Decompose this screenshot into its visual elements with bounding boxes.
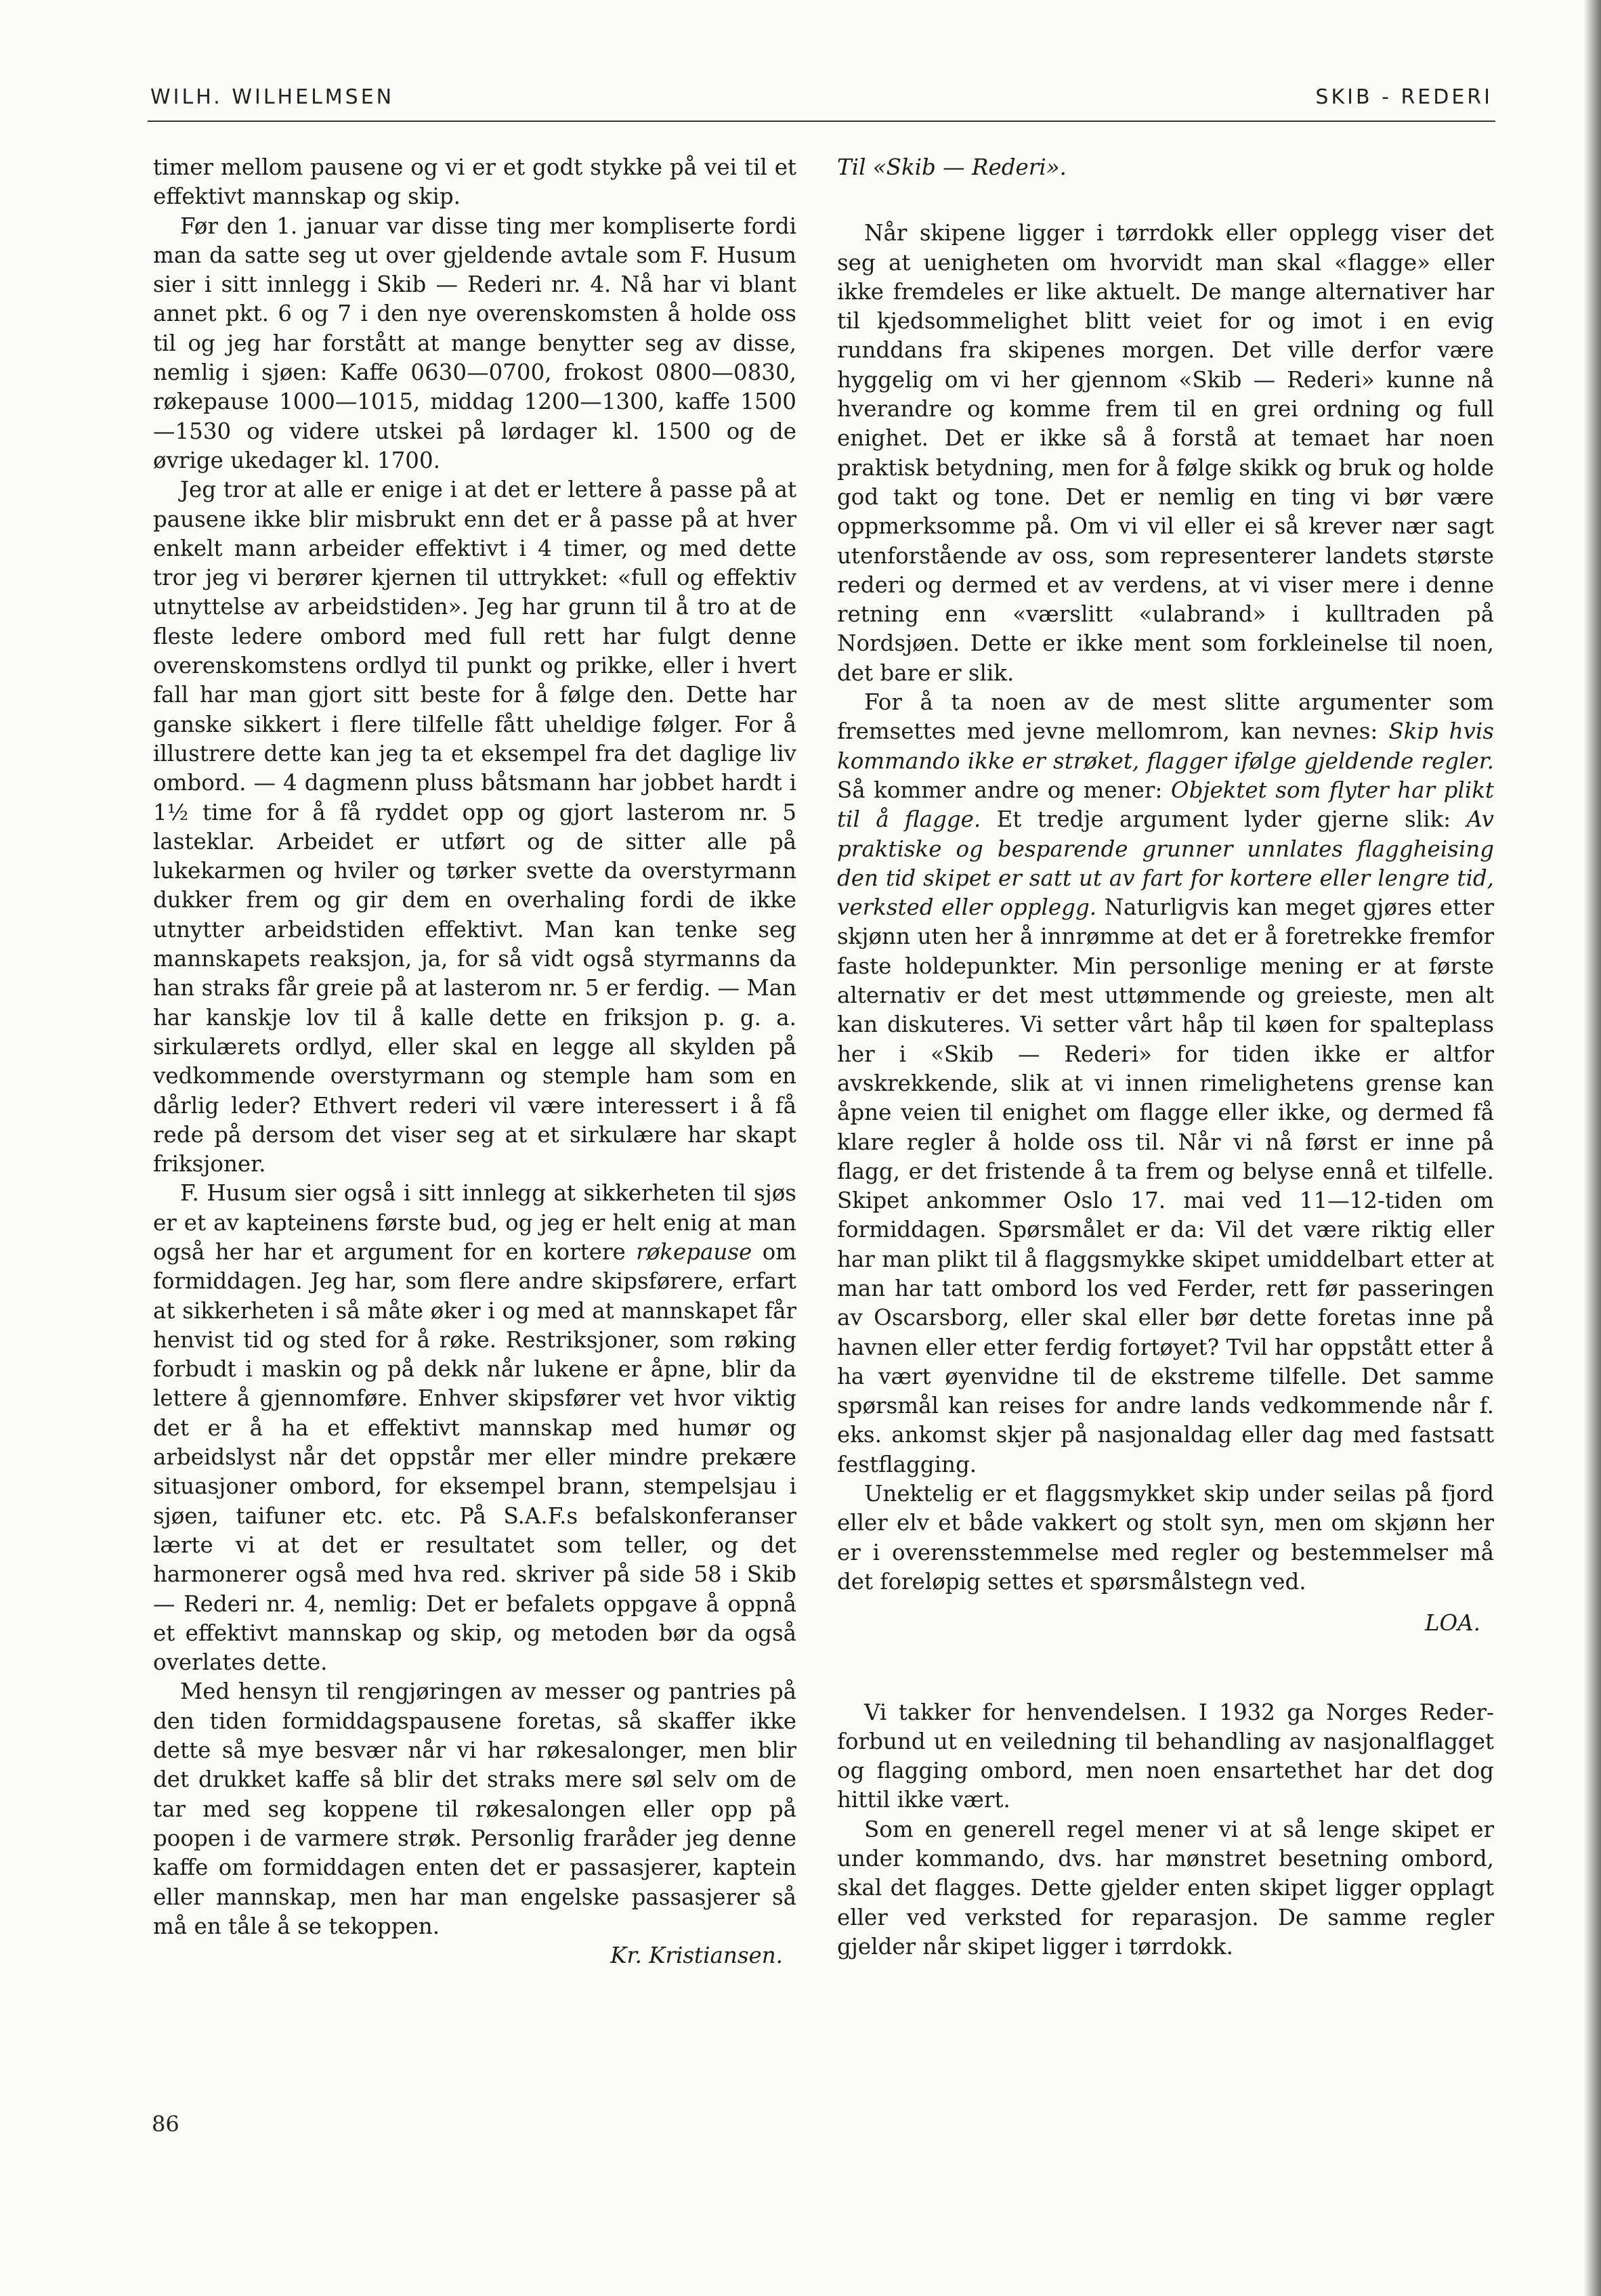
editor-reply-paragraph-2: Som en generell regel mener vi at så lenge skipet er under kommando, dvs. har mønstret besetning ombord, skal det flagges. Dette gjelder enten skipet ligger opplagt eller ved verksted for reparasjon. De samme regler gjelder når skipet ligger i tørrdokk. xyxy=(837,1816,1494,1959)
right-paragraph-2-part-c: Et tredje argument lyder gjerne slik: xyxy=(981,806,1467,833)
right-paragraph-3: Unektelig er et flaggsmykket skip under seilas på fjord eller elv et både vakkert og stolt syn, men om skjønn her er i overensstemmelse med regler og bestemmelser må det foreløpig settes et spørsmålstegn ved. xyxy=(837,1481,1494,1595)
left-paragraph-5: Med hensyn til rengjøringen av messer og pantries på den tiden formiddagspausene foretas, så skaffer ikke dette så mye besvær når vi har røkesalonger, men blir det drukket kaffe så blir det straks mere søl selv om de tar med seg koppene til røkesalongen eller opp på poopen i de varmere strøk. Personlig fraråder jeg denne kaffe om formiddagen enten det er passasjerer, kaptein eller mannskap, men har man engelske passasjerer så må en tåle å se tekoppen. xyxy=(153,1678,796,1939)
left-paragraph-4-part-a: F. Husum sier også i sitt innlegg at sikkerheten til sjøs er et av kapteinens første bud, og jeg er helt enig at man også her har et argument for en kortere xyxy=(153,1180,796,1265)
page-number: 86 xyxy=(152,2111,179,2137)
right-paragraph-2-italic-3: Av praktiske og besparende grunner unnlates flaggheising den tid skipet er satt ut av fart for kortere eller lengre tid, verksted eller opplegg. xyxy=(837,806,1494,921)
left-paragraph-2: Før den 1. januar var disse ting mer kompliserte fordi man da satte seg ut over gjeldende avtale som F. Husum sier i sitt innlegg i Skib — Rederi nr. 4. Nå har vi blant annet pkt. 6 og 7 i den nye overenskomsten å holde oss til og jeg har forstått at mange benytter seg av disse, nemlig i sjøen: Kaffe 0630—0700, frokost 0800—0830, røkepause 1000—1015, middag 1200—1300, kaffe 1500—1530 og videre utskei på lørdager kl. 1500 og de øvrige ukedager kl. 1700. xyxy=(153,213,796,473)
right-paragraph-2 xyxy=(837,688,1494,1479)
right-paragraph-2-part-b: Så kommer andre og mener: xyxy=(837,777,1171,803)
running-header-left: WILH. WILHELMSEN xyxy=(150,85,395,109)
running-header-right: SKIB - REDERI xyxy=(1315,85,1493,109)
right-paragraph-2-italic-2: Objektet som flyter har plikt til å flagge. xyxy=(837,777,1494,833)
letter-salutation: Til «Skib — Rederi». xyxy=(837,154,1067,180)
right-paragraph-2-part-a: For å ta noen av de mest slitte argumenter som fremsettes med jevne mellomrom, kan nevnes: xyxy=(837,689,1494,745)
left-signature: Kr. Kristiansen. xyxy=(610,1943,783,1969)
left-paragraph-4 xyxy=(153,1179,796,1677)
header-rule xyxy=(148,121,1495,122)
editor-reply-paragraph-1: Vi takker for henvendelsen. I 1932 ga Norges Rederforbund ut en veiledning til behandling av nasjonalflagget og flagging ombord, men noen ensartethet har det dog hittil ikke vært. xyxy=(837,1699,1494,1813)
right-paragraph-2-part-d: Naturligvis kan meget gjøres etter skjønn uten her å innrømme at det er å foretrekke fremfor faste holdepunkter. Min personlige mening er at første alternativ er det mest uttømmende og greieste, men alt kan diskuteres. Vi setter vårt håp til køen for spalteplass her i «Skib — Rederi» for tiden ikke er altfor avskrekkende, slik at vi innen rimelighetens grense kan åpne veien til enighet om flagge eller ikke, og dermed få klare regler å holde oss til. Når vi nå først er inne på flagg, er det fristende å ta frem og belyse ennå et tilfelle. Skipet ankommer Oslo 17. mai ved 11—12-tiden om formiddagen. Spørsmålet er da: Vil det være riktig eller har man plikt til å flaggsmykke skipet umiddelbart etter at man har tatt ombord los ved Ferder, rett før passeringen av Oscarsborg, eller skal eller bør dette foretas inne på havnen eller etter ferdig fortøyet? Tvil har oppstått etter å ha vært øyenvidne til de ekstreme tilfelle. Det samme spørsmål kan reises for andre lands vedkommende når f. eks. ankomst skjer på nasjonaldag eller dag med fastsatt festflagging. xyxy=(837,894,1494,1477)
right-column xyxy=(837,153,1494,1962)
right-paragraph-2-italic-1: Skip hvis kommando ikke er strøket, flagger ifølge gjeldende regler. xyxy=(837,718,1494,774)
right-paragraph-1: Når skipene ligger i tørrdokk eller opplegg viser det seg at uenigheten om hvorvidt man skal «flagge» eller ikke fremdeles er like aktuelt. De mange alternativer har til kjedsommelighet blitt veiet for og imot i en evig runddans fra skipenes morgen. Det ville derfor være hyggelig om vi her gjennom «Skib — Rederi» kunne nå hverandre og komme frem til en grei ordning og full enighet. Det er ikke så å forstå at temaet har noen praktisk betydning, men for å følge skikk og bruk og holde god takt og tone. Det er nemlig en ting vi bør være oppmerksomme på. Om vi vil eller ei så krever nær sagt utenforstående av oss, som representerer landets største rederi og dermed et av verdens, at vi viser mere i denne retning enn «værslitt «ulabrand» i kulltraden på Nordsjøen. Dette er ikke ment som forkleinelse til noen, det bare er slik. xyxy=(837,220,1494,686)
left-paragraph-1: timer mellom pausene og vi er et godt stykke på vei til et effektivt mannskap og skip. xyxy=(153,154,796,210)
left-column xyxy=(153,153,796,1970)
right-signature: LOA. xyxy=(1424,1610,1480,1637)
left-paragraph-4-italic: røkepause xyxy=(636,1238,752,1265)
left-paragraph-3: Jeg tror at alle er enige i at det er lettere å passe på at pausene ikke blir misbrukt enn det er å passe på at hver enkelt mann arbeider effektivt i 4 timer, og med dette tror jeg vi berører kjernen til uttrykket: «full og effektiv utnyttelse av arbeidstiden». Jeg har grunn til å tro at de fleste ledere ombord med full rett har fulgt denne overenskomstens ordlyd til punkt og prikke, eller i hvert fall har man gjort sitt beste for å følge den. Dette har ganske sikkert i flere tilfelle fått uheldige følger. For å illustrere dette kan jeg ta et eksempel fra det daglige liv ombord. — 4 dagmenn pluss båtsmann har jobbet hardt i 1½ time for å få ryddet opp og gjort lasterom nr. 5 lasteklar. Arbeidet er utført og de sitter alle på lukekarmen og hviler og tørker svette da overstyrmann dukker frem og gir dem en overhaling fordi de ikke utnytter arbeidstiden effektivt. Man kan tenke seg mannskapets reaksjon, ja, for så vidt også styrmanns da han straks får greie på at lasterom nr. 5 er ferdig. — Man har kanskje lov til å kalle dette en friksjon p. g. a. sirkulærets ordlyd, eller skal en legge all skylden på vedkommende overstyrmann og stemple ham som en dårlig leder? Ethvert rederi vil være interessert i å få rede på dersom det viser seg at et sirkulære har skapt friksjoner. xyxy=(153,477,796,1177)
reply-spacer xyxy=(837,1639,1494,1698)
left-paragraph-4-part-b: om formiddagen. Jeg har, som flere andre skipsførere, erfart at sikkerheten i så måte øker i og med at mannskapet får henvist tid og sted for å røke. Restriksjoner, som røking forbudt i maskin og på dekk når lukene er åpne, blir da lettere å gjennomføre. Enhver skipsfører vet hvor viktig det er å ha et effektivt mannskap med humør og arbeidslyst når det oppstår mer eller mindre prekære situasjoner ombord, for eksempel brann, stempelsjau i sjøen, taifuner etc. etc. På S.A.F.s befalskonferanser lærte vi at det er resultatet som teller, og det harmonerer også med hva red. skriver på side 58 i Skib — Rederi nr. 4, nemlig: Det er befalets oppgave å oppnå et effektivt mannskap og skip, og metoden bør da også overlates dette. xyxy=(153,1238,797,1676)
scan-edge-shadow xyxy=(1583,0,1601,2296)
